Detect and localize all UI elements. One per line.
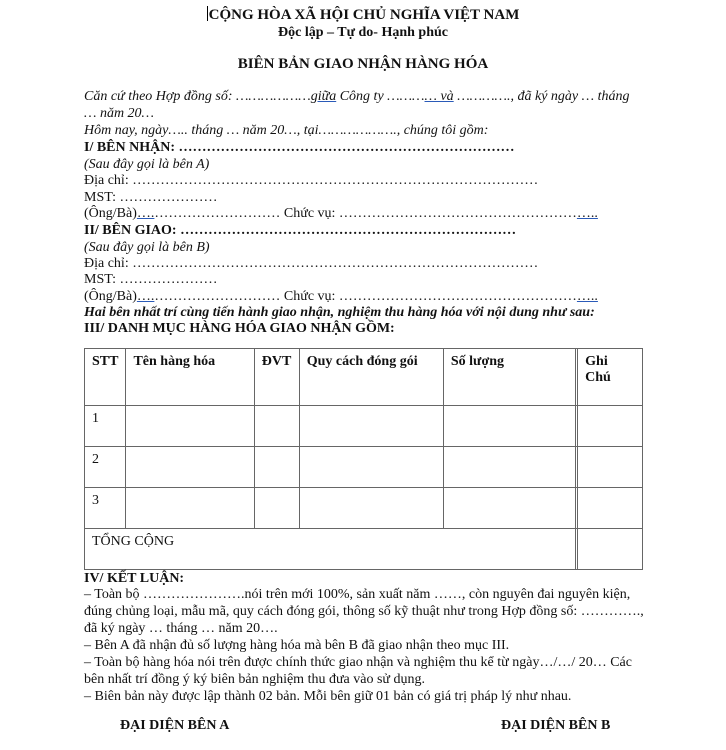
- cell-notes: [578, 447, 643, 488]
- cell-stt: 2: [85, 447, 126, 488]
- party-b-rep-position: ……………………… Chức vụ: ……………………………………………: [154, 289, 577, 304]
- cell-packaging: [299, 406, 443, 447]
- motto: Độc lập – Tự do- Hạnh phúc: [278, 25, 448, 40]
- text-cursor: [207, 6, 208, 21]
- national-title-text: CỘNG HÒA XÃ HỘI CHỦ NGHĨA VIỆT NAM: [208, 7, 520, 23]
- section-4-title: IV/ KẾT LUẬN:: [84, 571, 185, 586]
- agreement-statement: Hai bên nhất trí cùng tiến hành giao nhận, nghiệm thu hàng hóa với nội dung như sau:: [84, 305, 595, 320]
- cell-quantity: [443, 447, 575, 488]
- party-b-address: Địa chỉ: ……………………………………………………………………………: [84, 256, 539, 271]
- cell-product-name: [126, 406, 254, 447]
- party-a-representative: [84, 206, 598, 222]
- party-a-rep-underlined: ….: [136, 206, 155, 221]
- party-b-rep-label: (Ông/Bà): [84, 289, 137, 304]
- party-a-rep-position: ……………………… Chức vụ: ……………………………………………: [154, 206, 577, 221]
- party-a-rep-tail: …..: [576, 206, 598, 221]
- cell-stt: 1: [85, 406, 126, 447]
- cell-unit: [254, 488, 299, 529]
- party-a-rep-label: (Ông/Bà): [84, 206, 137, 221]
- conclusion-line: bên nhất trí đồng ý ký biên bản nghiệm thu đưa vào sử dụng.: [84, 672, 426, 687]
- party-b-rep-tail: …..: [576, 289, 598, 304]
- cell-packaging: [299, 447, 443, 488]
- header-quantity: Số lượng: [443, 349, 575, 406]
- party-a-address: Địa chỉ: ……………………………………………………………………………: [84, 173, 539, 188]
- header-notes: Ghi Chú: [578, 349, 643, 406]
- goods-table: [84, 348, 643, 570]
- cell-packaging: [299, 488, 443, 529]
- intro-underlined-2: … và: [424, 89, 454, 104]
- cell-unit: [254, 406, 299, 447]
- conclusion-line: đúng chủng loại, mẫu mã, quy cách đóng gói, thông số kỹ thuật như trong Hợp đồng số: ………….,: [84, 604, 644, 619]
- intro-line-contract: [84, 89, 629, 105]
- table-total-row: [85, 529, 643, 570]
- conclusion-line: – Toàn bộ ………………….nói trên mới 100%, sản xuất năm ……, còn nguyên đai nguyên kiện,: [84, 587, 631, 602]
- cell-stt: 3: [85, 488, 126, 529]
- party-a-note: (Sau đây gọi là bên A): [84, 157, 210, 172]
- conclusion-line: – Bên A đã nhận đủ số lượng hàng hóa mà bên B đã giao nhận theo mục III.: [84, 638, 510, 653]
- cell-notes: [578, 406, 643, 447]
- total-notes-cell: [578, 529, 643, 570]
- section-3-title: III/ DANH MỤC HÀNG HÓA GIAO NHẬN GỒM:: [84, 321, 395, 336]
- cell-notes: [578, 488, 643, 529]
- intro-underlined-1: giữa: [310, 89, 337, 104]
- intro-text-b: Công ty ………: [336, 89, 425, 104]
- table-header-row: [85, 349, 643, 406]
- total-label: TỔNG CỘNG: [85, 529, 576, 570]
- header-stt: STT: [85, 349, 126, 406]
- conclusion-line: đã ký ngày … tháng … năm 20….: [84, 621, 278, 636]
- header-unit: ĐVT: [254, 349, 299, 406]
- document-title: BIÊN BẢN GIAO NHẬN HÀNG HÓA: [237, 56, 489, 72]
- intro-text-a: Căn cứ theo Hợp đồng số: ………………: [84, 89, 311, 104]
- cell-quantity: [443, 488, 575, 529]
- table-row: [85, 406, 643, 447]
- conclusion-line: – Toàn bộ hàng hóa nói trên được chính thức giao nhận và nghiệm thu kể từ ngày…/…/ 20… Các: [84, 655, 632, 670]
- table-row: [85, 488, 643, 529]
- cell-quantity: [443, 406, 575, 447]
- party-b-rep-underlined: ….: [136, 289, 155, 304]
- party-b-note: (Sau đây gọi là bên B): [84, 240, 210, 255]
- cell-product-name: [126, 447, 254, 488]
- conclusion-line: – Biên bản này được lập thành 02 bản. Mỗi bên giữ 01 bản có giá trị pháp lý như nhau.: [84, 689, 572, 704]
- intro-text-c: …………., đã ký ngày … tháng: [453, 89, 630, 104]
- party-a-tax-code: MST: …………………: [84, 190, 218, 205]
- header-product-name: Tên hàng hóa: [126, 349, 254, 406]
- party-b-representative: [84, 289, 598, 305]
- party-a-heading: I/ BÊN NHẬN: ………………………………………………………………: [84, 140, 515, 155]
- header-packaging: Quy cách đóng gói: [299, 349, 443, 406]
- party-b-tax-code: MST: …………………: [84, 272, 218, 287]
- intro-line-date-place: Hôm nay, ngày….. tháng … năm 20…, tại………………., chúng tôi gồm:: [84, 123, 489, 138]
- signature-party-b: ĐẠI DIỆN BÊN B: [501, 718, 611, 733]
- cell-unit: [254, 447, 299, 488]
- cell-product-name: [126, 488, 254, 529]
- table-row: [85, 447, 643, 488]
- signature-party-a: ĐẠI DIỆN BÊN A: [120, 718, 230, 733]
- party-b-heading: II/ BÊN GIAO: ………………………………………………………………: [84, 223, 517, 238]
- intro-line-year: … năm 20…: [84, 106, 155, 121]
- national-title: [0, 6, 726, 24]
